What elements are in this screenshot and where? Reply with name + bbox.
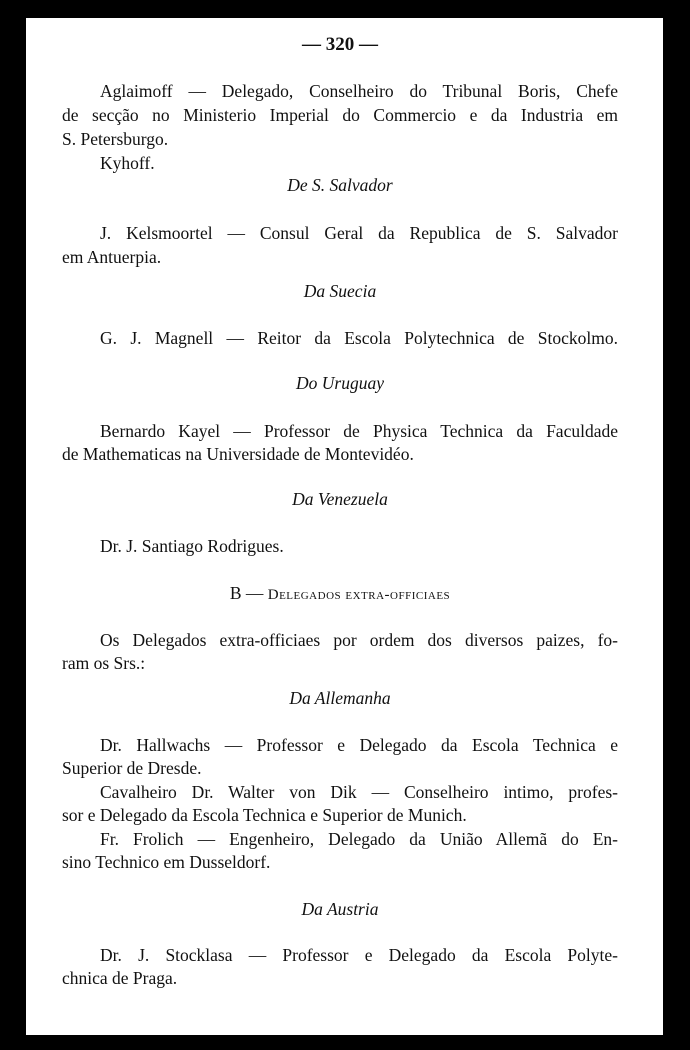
text-line: G. J. Magnell — Reitor da Escola Polytechnica de Stockolmo. xyxy=(100,328,618,348)
heading-austria: Da Austria xyxy=(301,899,379,919)
section-title: Delegados extra-officiaes xyxy=(267,587,451,603)
text-line: Superior de Dresde. xyxy=(62,758,202,778)
text-line: Cavalheiro Dr. Walter von Dik — Conselheiro intimo, profes- xyxy=(100,782,618,802)
text-line: Dr. J. Stocklasa — Professor e Delegado da Escola Polyte- xyxy=(100,945,618,965)
text-line: S. Petersburgo. xyxy=(62,129,169,149)
section-heading-b xyxy=(62,582,618,606)
text-line: Kyhoff. xyxy=(100,153,155,173)
text-line: Aglaimoff — Delegado, Conselheiro do Tribunal Boris, Chefe xyxy=(100,81,618,101)
text-line: Os Delegados extra-officiaes por ordem dos diversos paizes, fo- xyxy=(100,630,618,650)
text-line: Dr. Hallwachs — Professor e Delegado da Escola Technica e xyxy=(100,735,618,755)
text-line: Dr. J. Santiago Rodrigues. xyxy=(100,536,284,556)
text-line: chnica de Praga. xyxy=(62,968,178,988)
text-line: de Mathematicas na Universidade de Montevidéo. xyxy=(62,444,414,464)
heading-suecia: Da Suecia xyxy=(303,281,377,301)
text-line: Bernardo Kayel — Professor de Physica Technica da Faculdade xyxy=(100,421,618,441)
heading-salvador: De S. Salvador xyxy=(287,175,393,195)
text-line: J. Kelsmoortel — Consul Geral da Republica de S. Salvador xyxy=(100,223,618,243)
page-number: — 320 — xyxy=(302,34,378,55)
text-line: sor e Delegado da Escola Technica e Superior de Munich. xyxy=(62,805,467,825)
text-line: ram os Srs.: xyxy=(62,653,146,673)
text-line: de secção no Ministerio Imperial do Commercio e da Industria em xyxy=(62,105,618,125)
heading-venezuela: Da Venezuela xyxy=(292,489,388,509)
text-line: em Antuerpia. xyxy=(62,247,162,267)
text-line: sino Technico em Dusseldorf. xyxy=(62,852,271,872)
heading-allemanha: Da Allemanha xyxy=(289,688,391,708)
section-letter: B — xyxy=(229,583,264,603)
document-page xyxy=(26,18,663,1035)
text-line: Fr. Frolich — Engenheiro, Delegado da União Allemã do En- xyxy=(100,829,618,849)
heading-uruguay: Do Uruguay xyxy=(296,373,384,393)
